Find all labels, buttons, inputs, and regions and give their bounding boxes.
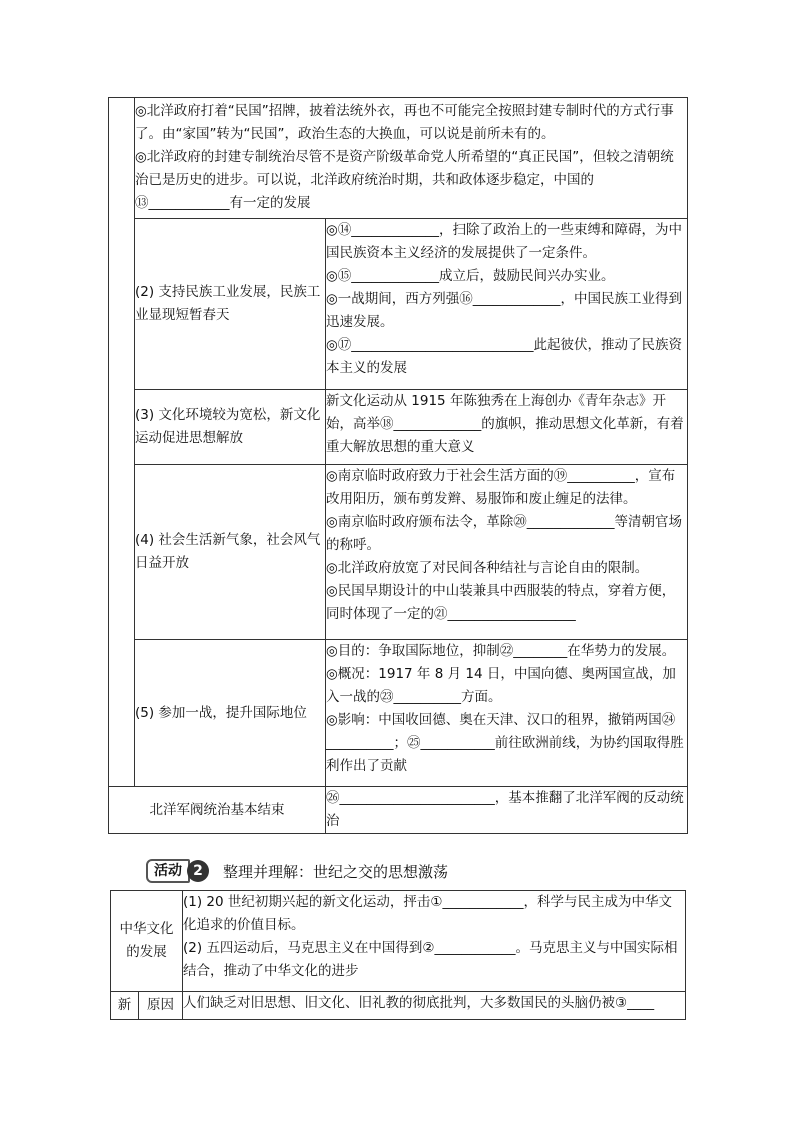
table-row: [109, 787, 688, 834]
table-row: [109, 390, 688, 465]
list-item: ◎⑰___________________________此起彼伏，推动了民族资本主义的发展: [326, 337, 683, 376]
top-row-para-2: ◎北洋政府的封建专制统治尽管不是资产阶级革命党人所希望的“真正民国”，但较之清朝统治已是历史的进步。可以说，北洋政府统治时期，共和政体逐步稳定，中国的⑬____________有一定的发展: [135, 149, 674, 211]
reason-content: 人们缺乏对旧思想、旧文化、旧礼教的彻底批判，大多数国民的头脑仍被③____: [183, 992, 686, 1020]
row-content: [326, 640, 688, 787]
left-margin-cell: [109, 98, 135, 787]
list-item: ◎影响：中国收回德、奥在天津、汉口的租界，撤销两国㉔__________；㉕___________前往欧洲前线，为协约国取得胜利作出了贡献: [326, 712, 684, 774]
table-row: [109, 219, 688, 390]
top-row-cell: [135, 98, 688, 219]
table-row: [109, 465, 688, 640]
activity-title: 整理并理解：世纪之交的思想激荡: [223, 862, 449, 881]
list-item: ◎目的：争取国际地位，抑制㉒________在华势力的发展。: [326, 643, 676, 659]
culture-row-content: [183, 891, 686, 992]
list-item: 新文化运动从 1915 年陈独秀在上海创办《青年杂志》开始，高举⑱_____________的旗帜，推动思想文化革新，有着重大解放思想的重大意义: [326, 393, 684, 455]
row-label: (2) 支持民族工业发展，民族工业显现短暂春天: [135, 219, 326, 390]
row-label: (5) 参加一战，提升国际地位: [135, 640, 326, 787]
list-item: ◎⑭_____________，扫除了政治上的一些束缚和障碍，为中国民族资本主义经济的发展提供了一定条件。: [326, 222, 683, 261]
list-item: ◎概况：1917 年 8 月 14 日，中国向德、奥两国宣战，加入一战的㉓__________方面。: [326, 666, 676, 705]
table-row: [111, 891, 686, 992]
list-item: ㉖_______________________，基本推翻了北洋军阀的反动统治: [326, 790, 684, 829]
activity-badge-number: 2: [187, 860, 209, 882]
row-label: (3) 文化环境较为宽松，新文化运动促进思想解放: [135, 390, 326, 465]
culture-row-label: 中华文化的发展: [111, 891, 183, 992]
list-item: ◎北洋政府放宽了对民间各种结社与言论自由的限制。: [326, 560, 649, 576]
row-content: [326, 465, 688, 640]
row-content: [326, 219, 688, 390]
list-item: ◎南京临时政府致力于社会生活方面的⑲__________，宣布改用阳历，颁布剪发辫、易服饰和废止缠足的法律。: [326, 468, 676, 507]
row-label: (4) 社会生活新气象，社会风气日益开放: [135, 465, 326, 640]
top-row-para-1: ◎北洋政府打着“民国”招牌，披着法统外衣，再也不可能完全按照封建专制时代的方式行事了。由“家国”转为“民国”，政治生态的大换血，可以说是前所未有的。: [135, 103, 674, 142]
row-content: [326, 390, 688, 465]
reason-label: 原因: [139, 992, 183, 1020]
activity-heading: [146, 857, 448, 885]
culture-table: [110, 890, 686, 1020]
list-item: ◎⑮_____________成立后，鼓励民间兴办实业。: [326, 268, 615, 284]
table-row: [111, 992, 686, 1020]
list-item: ◎民国早期设计的中山装兼具中西服装的特点，穿着方便，同时体现了一定的㉑___________________: [326, 583, 676, 622]
activity-badge-word: 活动: [146, 859, 190, 883]
table-row: [109, 98, 688, 219]
row-content: [326, 787, 688, 834]
list-item: ◎一战期间，西方列强⑯_____________，中国民族工业得到迅速发展。: [326, 291, 683, 330]
list-item: (2) 五四运动后，马克思主义在中国得到②____________。马克思主义与中国实际相结合，推动了中华文化的进步: [183, 940, 678, 979]
row-label: 北洋军阀统治基本结束: [109, 787, 326, 834]
activity-badge: [146, 859, 209, 883]
list-item: (1) 20 世纪初期兴起的新文化运动，抨击①____________，科学与民主成为中华文化追求的价值目标。: [183, 894, 672, 933]
list-item: ◎南京临时政府颁布法令，革除⑳_____________等清朝官场的称呼。: [326, 514, 683, 553]
table-row: [109, 640, 688, 787]
new-culture-label: 新: [111, 992, 139, 1020]
main-table: [108, 97, 688, 834]
